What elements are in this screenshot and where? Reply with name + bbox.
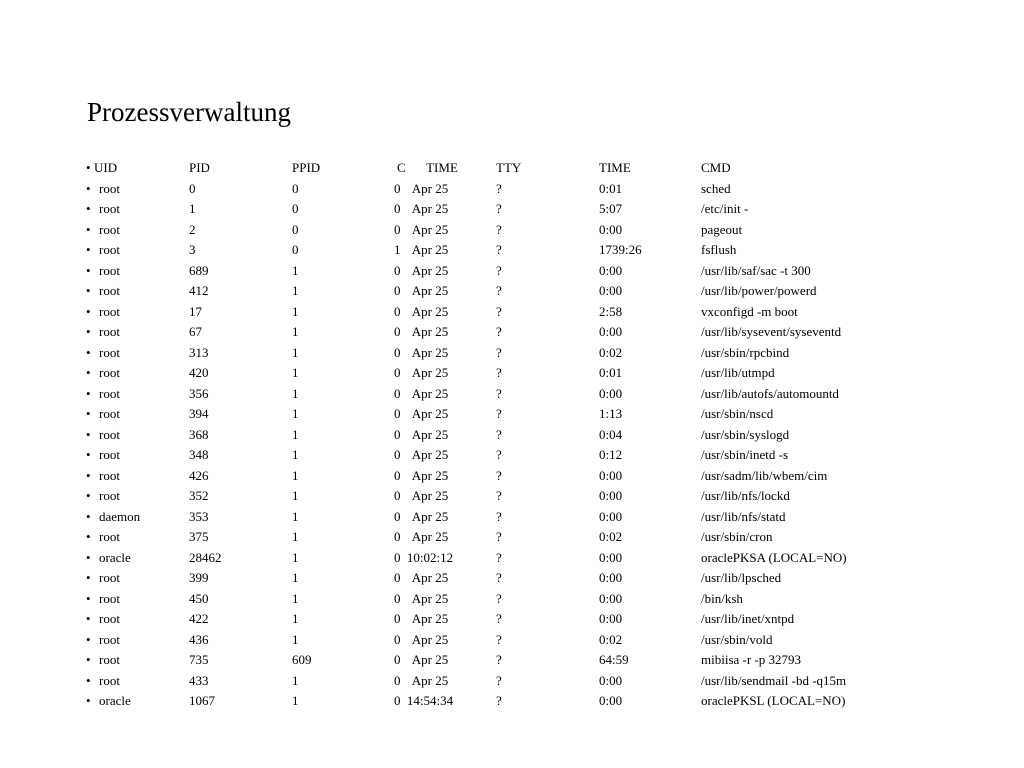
cell-cmd: /usr/lib/saf/sac -t 300 <box>701 262 811 278</box>
table-row <box>86 302 946 323</box>
cell-time: 1739:26 <box>599 242 642 257</box>
cell-time: 0:00 <box>599 611 623 626</box>
table-row <box>86 384 946 405</box>
column-header-ppid: PPID <box>292 160 321 175</box>
cell-ppid: 1 <box>292 590 299 606</box>
column-header-cmd: CMD <box>701 160 731 175</box>
cell-cmd: /usr/lib/autofs/automountd <box>701 385 839 401</box>
cell-pid: 2 <box>189 221 196 237</box>
cell-time: 1:13 <box>599 406 623 421</box>
table-header-row <box>86 158 946 179</box>
cell-c: 0 <box>394 631 401 647</box>
table-row <box>86 671 946 692</box>
cell-pid: 1 <box>189 201 196 216</box>
cell-tty: ? <box>496 467 502 483</box>
table-row <box>86 199 946 220</box>
cell-stime: Apr 25 <box>411 611 449 626</box>
bullet: • <box>86 201 91 216</box>
cell-uid: daemon <box>99 508 141 524</box>
table-row <box>86 691 946 712</box>
column-header-pid: PID <box>189 160 210 175</box>
cell-time: 0:00 <box>599 221 623 237</box>
cell-stime: Apr 25 <box>411 303 449 319</box>
cell-cmd: /usr/sbin/rpcbind <box>701 344 790 360</box>
cell-pid: 353 <box>189 508 209 524</box>
cell-pid: 399 <box>189 570 209 585</box>
cell-pid: 689 <box>189 262 209 278</box>
cell-c: 0 <box>394 447 401 462</box>
cell-cmd: /usr/lib/nfs/lockd <box>701 488 790 503</box>
cell-cmd: mibiisa -r -p 32793 <box>701 652 802 667</box>
cell-ppid: 0 <box>292 242 299 257</box>
cell-pid: 356 <box>189 385 209 401</box>
cell-stime: Apr 25 <box>411 385 449 401</box>
cell-pid: 420 <box>189 365 209 380</box>
cell-uid: root <box>99 324 120 339</box>
cell-c: 0 <box>394 221 401 237</box>
bullet: • <box>86 488 91 503</box>
cell-ppid: 1 <box>292 672 299 688</box>
cell-ppid: 0 <box>292 201 299 216</box>
table-row <box>86 630 946 651</box>
cell-stime: Apr 25 <box>411 283 449 298</box>
cell-time: 2:58 <box>599 303 623 319</box>
cell-stime: Apr 25 <box>411 631 449 647</box>
cell-ppid: 1 <box>292 611 299 626</box>
cell-ppid: 1 <box>292 365 299 380</box>
cell-cmd: /usr/sbin/cron <box>701 529 773 544</box>
cell-tty: ? <box>496 283 502 298</box>
cell-ppid: 1 <box>292 529 299 544</box>
cell-pid: 1067 <box>189 693 215 708</box>
cell-cmd: sched <box>701 180 731 196</box>
cell-cmd: oraclePKSL (LOCAL=NO) <box>701 693 846 708</box>
cell-pid: 348 <box>189 447 209 462</box>
cell-time: 0:00 <box>599 283 623 298</box>
cell-pid: 433 <box>189 672 209 688</box>
cell-ppid: 1 <box>292 385 299 401</box>
cell-ppid: 0 <box>292 180 299 196</box>
cell-tty: ? <box>496 570 502 585</box>
cell-c: 0 <box>394 283 401 298</box>
cell-pid: 422 <box>189 611 209 626</box>
cell-ppid: 1 <box>292 447 299 462</box>
cell-ppid: 1 <box>292 324 299 339</box>
cell-stime: Apr 25 <box>411 467 449 483</box>
table-row <box>86 425 946 446</box>
cell-c: 0 <box>394 201 401 216</box>
cell-stime: Apr 25 <box>411 508 449 524</box>
cell-time: 0:00 <box>599 324 623 339</box>
bullet: • <box>86 283 91 298</box>
cell-tty: ? <box>496 508 502 524</box>
table-row <box>86 527 946 548</box>
cell-uid: root <box>99 262 120 278</box>
cell-ppid: 1 <box>292 467 299 483</box>
cell-cmd: /usr/sbin/vold <box>701 631 773 647</box>
cell-stime: Apr 25 <box>411 262 449 278</box>
cell-time: 0:00 <box>599 488 623 503</box>
cell-ppid: 1 <box>292 693 299 708</box>
cell-tty: ? <box>496 324 502 339</box>
bullet: • <box>86 467 91 483</box>
bullet: • <box>86 549 91 565</box>
cell-time: 0:00 <box>599 508 623 524</box>
bullet: • <box>86 385 91 401</box>
cell-cmd: /usr/lib/sendmail -bd -q15m <box>701 672 847 688</box>
cell-time: 0:01 <box>599 180 623 196</box>
table-row <box>86 609 946 630</box>
bullet: • <box>86 611 91 626</box>
process-table <box>86 158 946 712</box>
table-row <box>86 404 946 425</box>
cell-uid: root <box>99 652 120 667</box>
table-row <box>86 548 946 569</box>
bullet: • <box>86 160 91 175</box>
table-row <box>86 486 946 507</box>
bullet: • <box>86 570 91 585</box>
cell-uid: root <box>99 180 120 196</box>
bullet: • <box>86 221 91 237</box>
bullet: • <box>86 324 91 339</box>
cell-tty: ? <box>496 242 502 257</box>
cell-stime: Apr 25 <box>411 324 449 339</box>
column-header-c: C <box>397 160 406 175</box>
cell-cmd: /usr/lib/nfs/statd <box>701 508 786 524</box>
cell-cmd: vxconfigd -m boot <box>701 303 798 319</box>
cell-cmd: fsflush <box>701 242 737 257</box>
cell-uid: root <box>99 447 120 462</box>
cell-uid: root <box>99 488 120 503</box>
bullet: • <box>86 180 91 196</box>
cell-c: 0 <box>394 508 401 524</box>
cell-tty: ? <box>496 631 502 647</box>
cell-ppid: 1 <box>292 283 299 298</box>
cell-uid: root <box>99 426 120 442</box>
cell-c: 0 <box>394 385 401 401</box>
cell-time: 0:02 <box>599 344 623 360</box>
bullet: • <box>86 529 91 544</box>
cell-uid: root <box>99 611 120 626</box>
table-body <box>86 179 946 712</box>
cell-c: 0 <box>394 672 401 688</box>
cell-c: 0 <box>394 344 401 360</box>
cell-stime: 14:54:34 <box>406 693 454 708</box>
cell-c: 0 <box>394 590 401 606</box>
table-row <box>86 322 946 343</box>
cell-uid: root <box>99 672 120 688</box>
cell-tty: ? <box>496 180 502 196</box>
table-row <box>86 281 946 302</box>
table-row <box>86 589 946 610</box>
cell-uid: root <box>99 242 120 257</box>
cell-tty: ? <box>496 529 502 544</box>
cell-cmd: /usr/sadm/lib/wbem/cim <box>701 467 828 483</box>
cell-time: 0:02 <box>599 631 623 647</box>
cell-c: 0 <box>394 406 401 421</box>
cell-c: 1 <box>394 242 401 257</box>
cell-stime: Apr 25 <box>411 529 449 544</box>
cell-stime: Apr 25 <box>411 365 449 380</box>
cell-ppid: 1 <box>292 262 299 278</box>
cell-time: 0:01 <box>599 365 623 380</box>
cell-stime: Apr 25 <box>411 652 449 667</box>
cell-c: 0 <box>394 549 401 565</box>
cell-uid: root <box>99 283 120 298</box>
table-row <box>86 507 946 528</box>
table-row <box>86 466 946 487</box>
cell-c: 0 <box>394 529 401 544</box>
cell-stime: Apr 25 <box>411 242 449 257</box>
cell-stime: Apr 25 <box>411 488 449 503</box>
bullet: • <box>86 406 91 421</box>
bullet: • <box>86 508 91 524</box>
bullet: • <box>86 693 91 708</box>
cell-uid: root <box>99 201 120 216</box>
cell-tty: ? <box>496 406 502 421</box>
cell-pid: 412 <box>189 283 209 298</box>
cell-cmd: /usr/lib/utmpd <box>701 365 775 380</box>
bullet: • <box>86 365 91 380</box>
cell-time: 64:59 <box>599 652 629 667</box>
cell-c: 0 <box>394 467 401 483</box>
cell-stime: Apr 25 <box>411 426 449 442</box>
cell-c: 0 <box>394 693 401 708</box>
cell-c: 0 <box>394 180 401 196</box>
cell-c: 0 <box>394 426 401 442</box>
cell-tty: ? <box>496 693 502 708</box>
column-header-uid: UID <box>94 160 118 175</box>
cell-pid: 313 <box>189 344 209 360</box>
cell-stime: Apr 25 <box>411 570 449 585</box>
cell-c: 0 <box>394 652 401 667</box>
bullet: • <box>86 652 91 667</box>
page-title: Prozessverwaltung <box>87 97 291 127</box>
column-header-time: TIME <box>599 160 631 175</box>
cell-ppid: 1 <box>292 549 299 565</box>
table-row <box>86 568 946 589</box>
cell-time: 0:00 <box>599 693 623 708</box>
cell-tty: ? <box>496 262 502 278</box>
cell-pid: 426 <box>189 467 209 483</box>
cell-pid: 450 <box>189 590 209 606</box>
bullet: • <box>86 262 91 278</box>
cell-time: 0:12 <box>599 447 623 462</box>
cell-pid: 67 <box>189 324 202 339</box>
table-row <box>86 445 946 466</box>
cell-uid: root <box>99 365 120 380</box>
cell-stime: 10:02:12 <box>406 549 454 565</box>
cell-uid: root <box>99 590 120 606</box>
cell-pid: 394 <box>189 406 209 421</box>
cell-cmd: /usr/sbin/nscd <box>701 406 774 421</box>
cell-ppid: 1 <box>292 488 299 503</box>
cell-ppid: 1 <box>292 570 299 585</box>
cell-cmd: /usr/lib/lpsched <box>701 570 782 585</box>
cell-time: 0:00 <box>599 672 623 688</box>
cell-tty: ? <box>496 201 502 216</box>
cell-cmd: /usr/lib/power/powerd <box>701 283 817 298</box>
cell-time: 0:00 <box>599 549 623 565</box>
cell-time: 0:00 <box>599 570 623 585</box>
cell-ppid: 1 <box>292 303 299 319</box>
column-header-tty: TTY <box>496 160 522 175</box>
cell-tty: ? <box>496 447 502 462</box>
bullet: • <box>86 303 91 319</box>
cell-time: 0:00 <box>599 590 623 606</box>
bullet: • <box>86 242 91 257</box>
cell-time: 0:04 <box>599 426 623 442</box>
cell-c: 0 <box>394 303 401 319</box>
cell-stime: Apr 25 <box>411 590 449 606</box>
cell-pid: 28462 <box>189 549 222 565</box>
table-row <box>86 220 946 241</box>
cell-cmd: /etc/init - <box>701 201 749 216</box>
cell-ppid: 1 <box>292 508 299 524</box>
cell-uid: root <box>99 631 120 647</box>
cell-time: 0:00 <box>599 262 623 278</box>
cell-c: 0 <box>394 365 401 380</box>
cell-tty: ? <box>496 385 502 401</box>
bullet: • <box>86 447 91 462</box>
cell-tty: ? <box>496 549 502 565</box>
cell-uid: root <box>99 529 120 544</box>
cell-uid: root <box>99 570 120 585</box>
bullet: • <box>86 590 91 606</box>
cell-uid: oracle <box>99 693 131 708</box>
table-row <box>86 261 946 282</box>
cell-uid: oracle <box>99 549 131 565</box>
cell-stime: Apr 25 <box>411 344 449 360</box>
cell-stime: Apr 25 <box>411 447 449 462</box>
table-row <box>86 179 946 200</box>
cell-tty: ? <box>496 488 502 503</box>
cell-stime: Apr 25 <box>411 672 449 688</box>
column-header-stime: TIME <box>426 160 458 175</box>
cell-ppid: 0 <box>292 221 299 237</box>
cell-uid: root <box>99 221 120 237</box>
cell-cmd: /usr/sbin/inetd -s <box>701 447 789 462</box>
cell-ppid: 1 <box>292 406 299 421</box>
cell-pid: 368 <box>189 426 209 442</box>
cell-ppid: 1 <box>292 426 299 442</box>
cell-cmd: /usr/sbin/syslogd <box>701 426 790 442</box>
cell-tty: ? <box>496 303 502 319</box>
cell-pid: 436 <box>189 631 209 647</box>
bullet: • <box>86 631 91 647</box>
cell-c: 0 <box>394 262 401 278</box>
cell-time: 0:00 <box>599 385 623 401</box>
cell-time: 0:02 <box>599 529 623 544</box>
table-row <box>86 343 946 364</box>
table-row <box>86 363 946 384</box>
cell-tty: ? <box>496 590 502 606</box>
cell-tty: ? <box>496 365 502 380</box>
cell-ppid: 1 <box>292 631 299 647</box>
cell-tty: ? <box>496 672 502 688</box>
cell-cmd: /usr/lib/inet/xntpd <box>701 611 795 626</box>
cell-tty: ? <box>496 652 502 667</box>
cell-pid: 3 <box>189 242 196 257</box>
table-row <box>86 240 946 261</box>
bullet: • <box>86 672 91 688</box>
cell-cmd: oraclePKSA (LOCAL=NO) <box>701 549 847 565</box>
cell-ppid: 609 <box>292 652 312 667</box>
cell-pid: 0 <box>189 180 196 196</box>
cell-stime: Apr 25 <box>411 221 449 237</box>
cell-tty: ? <box>496 344 502 360</box>
cell-uid: root <box>99 385 120 401</box>
cell-c: 0 <box>394 324 401 339</box>
cell-pid: 735 <box>189 652 209 667</box>
cell-cmd: /bin/ksh <box>701 590 743 606</box>
cell-pid: 375 <box>189 529 209 544</box>
cell-uid: root <box>99 467 120 483</box>
cell-uid: root <box>99 344 120 360</box>
cell-time: 0:00 <box>599 467 623 483</box>
table-row <box>86 650 946 671</box>
cell-stime: Apr 25 <box>411 406 449 421</box>
cell-ppid: 1 <box>292 344 299 360</box>
cell-tty: ? <box>496 221 502 237</box>
cell-cmd: pageout <box>701 221 743 237</box>
bullet: • <box>86 426 91 442</box>
bullet: • <box>86 344 91 360</box>
cell-tty: ? <box>496 426 502 442</box>
cell-time: 5:07 <box>599 201 623 216</box>
cell-tty: ? <box>496 611 502 626</box>
cell-c: 0 <box>394 570 401 585</box>
cell-c: 0 <box>394 488 401 503</box>
cell-stime: Apr 25 <box>411 201 449 216</box>
cell-c: 0 <box>394 611 401 626</box>
cell-uid: root <box>99 406 120 421</box>
cell-pid: 17 <box>189 303 202 319</box>
cell-stime: Apr 25 <box>411 180 449 196</box>
cell-uid: root <box>99 303 120 319</box>
cell-cmd: /usr/lib/sysevent/syseventd <box>701 324 842 339</box>
cell-pid: 352 <box>189 488 209 503</box>
